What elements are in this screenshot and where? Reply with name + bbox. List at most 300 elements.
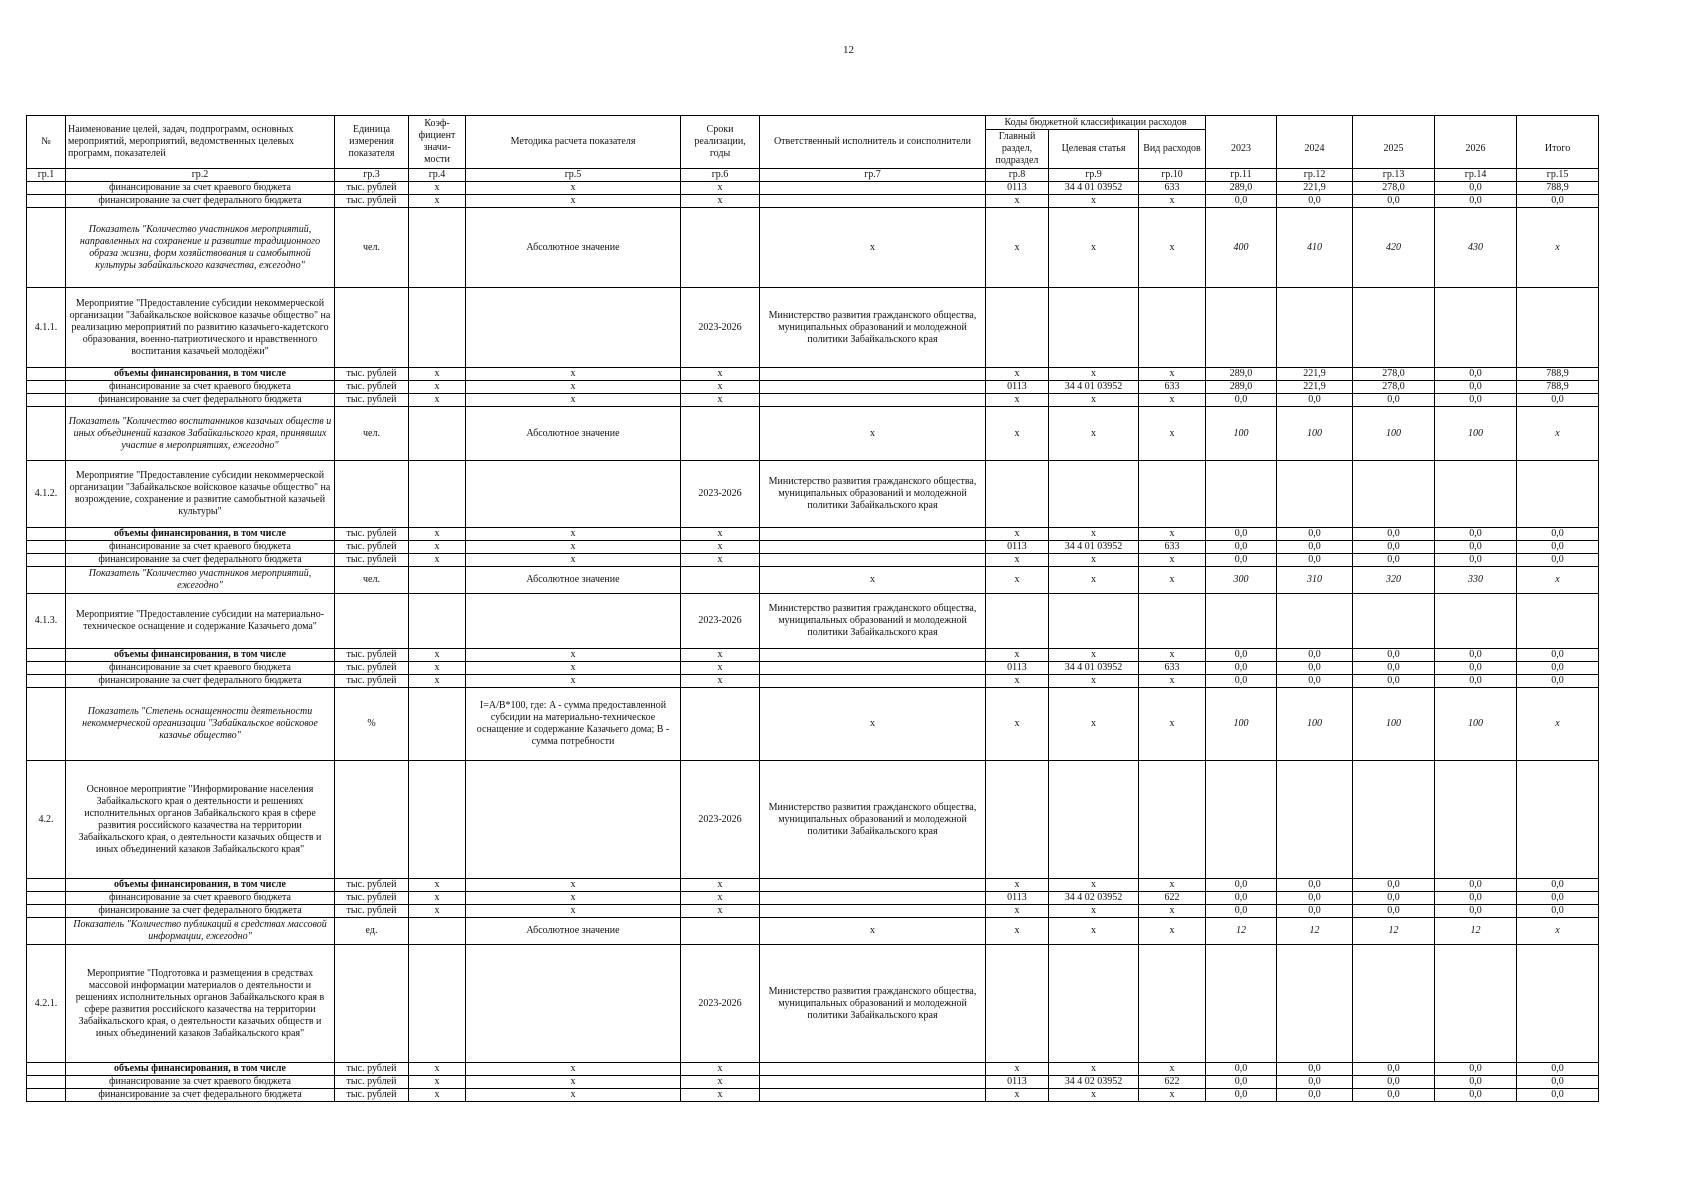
cell-gr1: 4.2. [27,761,66,879]
cell-gr15: х [1517,407,1599,461]
cell-gr9: х [1049,879,1139,892]
cell-gr2: финансирование за счет федерального бюджета [66,675,335,688]
cell-gr2: финансирование за счет федерального бюджета [66,394,335,407]
cell-gr2: Показатель "Количество участников мероприятий, ежегодно" [66,567,335,594]
cell-gr5: х [466,649,681,662]
cell-gr10: х [1139,208,1206,288]
cell-gr14: 0,0 [1435,541,1517,554]
financing-row [27,554,1599,567]
cell-gr8: 0113 [986,662,1049,675]
cell-gr15: 0,0 [1517,528,1599,541]
cell-gr5: х [466,368,681,381]
activity-row [27,461,1599,528]
column-number: гр.6 [681,169,760,182]
cell-gr2: Показатель "Количество воспитанников казачьих обществ и иных объединений казаков Забайкальского края, принявших участие в мероприятиях, ежегодно" [66,407,335,461]
cell-gr3: тыс. рублей [335,662,409,675]
cell-gr12: 0,0 [1277,528,1353,541]
cell-gr15 [1517,761,1599,879]
cell-gr1 [27,541,66,554]
cell-gr14: 100 [1435,407,1517,461]
page-number: 12 [843,44,854,56]
cell-gr14: 0,0 [1435,381,1517,394]
cell-gr14 [1435,594,1517,649]
cell-gr14: 0,0 [1435,662,1517,675]
cell-gr13 [1353,594,1435,649]
cell-gr4: х [409,879,466,892]
cell-gr11: 289,0 [1206,368,1277,381]
cell-gr13: 278,0 [1353,381,1435,394]
cell-gr2: Показатель "Степень оснащенности деятельности некоммерческой организации "Забайкальское войсковое казачье общество" [66,688,335,761]
cell-gr12: 0,0 [1277,662,1353,675]
cell-gr5: х [466,554,681,567]
cell-gr7 [760,195,986,208]
cell-gr9: х [1049,368,1139,381]
cell-gr10 [1139,288,1206,368]
program-table [26,115,1599,1102]
cell-gr2: объемы финансирования, в том числе [66,879,335,892]
cell-gr2: объемы финансирования, в том числе [66,649,335,662]
cell-gr11: 0,0 [1206,1063,1277,1076]
cell-gr13: 0,0 [1353,541,1435,554]
cell-gr3: тыс. рублей [335,649,409,662]
header-method: Методика расчета показателя [466,116,681,169]
cell-gr7 [760,394,986,407]
column-number: гр.1 [27,169,66,182]
column-number: гр.2 [66,169,335,182]
cell-gr8: х [986,905,1049,918]
cell-gr14: 0,0 [1435,675,1517,688]
cell-gr9: х [1049,567,1139,594]
cell-gr3: чел. [335,407,409,461]
header-budget-codes: Коды бюджетной классификации расходов [986,116,1206,130]
cell-gr3: тыс. рублей [335,381,409,394]
financing-total-row [27,528,1599,541]
cell-gr8 [986,761,1049,879]
cell-gr4 [409,918,466,945]
cell-gr3: тыс. рублей [335,368,409,381]
cell-gr4: х [409,905,466,918]
cell-gr10: х [1139,407,1206,461]
cell-gr11: 0,0 [1206,879,1277,892]
cell-gr7: Министерство развития гражданского общества, муниципальных образований и молодежной политики Забайкальского края [760,761,986,879]
header-unit: Единица измерения показателя [335,116,409,169]
cell-gr6 [681,407,760,461]
cell-gr11: 0,0 [1206,394,1277,407]
cell-gr1 [27,368,66,381]
cell-gr9: х [1049,528,1139,541]
cell-gr9: х [1049,675,1139,688]
cell-gr4: х [409,381,466,394]
header-num: № [27,116,66,169]
table-body [27,182,1599,1102]
cell-gr12 [1277,594,1353,649]
cell-gr3: тыс. рублей [335,1089,409,1102]
cell-gr4 [409,688,466,761]
cell-gr13: 0,0 [1353,879,1435,892]
cell-gr11: 400 [1206,208,1277,288]
cell-gr1 [27,879,66,892]
cell-gr14 [1435,761,1517,879]
cell-gr7: Министерство развития гражданского общества, муниципальных образований и молодежной политики Забайкальского края [760,945,986,1063]
cell-gr6: 2023-2026 [681,594,760,649]
cell-gr6: х [681,662,760,675]
cell-gr3: чел. [335,567,409,594]
cell-gr3 [335,594,409,649]
cell-gr5: х [466,879,681,892]
cell-gr13: 278,0 [1353,368,1435,381]
financing-total-row [27,368,1599,381]
cell-gr13: 0,0 [1353,1089,1435,1102]
cell-gr6: х [681,1076,760,1089]
cell-gr10: 633 [1139,541,1206,554]
cell-gr3: тыс. рублей [335,394,409,407]
cell-gr3: тыс. рублей [335,1063,409,1076]
cell-gr6: х [681,182,760,195]
cell-gr6: 2023-2026 [681,461,760,528]
cell-gr4 [409,208,466,288]
cell-gr11: 289,0 [1206,381,1277,394]
cell-gr7 [760,541,986,554]
cell-gr6 [681,918,760,945]
cell-gr13 [1353,761,1435,879]
activity-row [27,288,1599,368]
cell-gr5: х [466,1063,681,1076]
cell-gr12: 221,9 [1277,368,1353,381]
cell-gr9: х [1049,1063,1139,1076]
cell-gr6: х [681,1063,760,1076]
cell-gr14: 0,0 [1435,905,1517,918]
cell-gr7 [760,381,986,394]
cell-gr2: финансирование за счет краевого бюджета [66,381,335,394]
cell-gr4: х [409,1063,466,1076]
cell-gr4: х [409,195,466,208]
cell-gr1 [27,528,66,541]
cell-gr12: 221,9 [1277,182,1353,195]
cell-gr9: 34 4 02 03952 [1049,892,1139,905]
cell-gr7 [760,1089,986,1102]
cell-gr7 [760,905,986,918]
header-responsible: Ответственный исполнитель и соисполнители [760,116,986,169]
cell-gr7: х [760,407,986,461]
cell-gr2: Показатель "Количество публикаций в средствах массовой информации, ежегодно" [66,918,335,945]
cell-gr4 [409,567,466,594]
cell-gr2: Основное мероприятие "Информирование населения Забайкальского края о деятельности и решениях исполнительных органов Забайкальского края в сфере развития российского казачества на территории Забайкальского края, о деятельности казачьих обществ и иных объединений казаков Забайкальского края" [66,761,335,879]
cell-gr9: х [1049,1089,1139,1102]
cell-gr13 [1353,288,1435,368]
cell-gr9: х [1049,688,1139,761]
cell-gr2: финансирование за счет федерального бюджета [66,905,335,918]
cell-gr9: х [1049,554,1139,567]
cell-gr13: 0,0 [1353,195,1435,208]
cell-gr9: 34 4 01 03952 [1049,662,1139,675]
cell-gr7: Министерство развития гражданского общества, муниципальных образований и молодежной политики Забайкальского края [760,288,986,368]
cell-gr8: 0113 [986,892,1049,905]
cell-gr15 [1517,461,1599,528]
cell-gr14: 0,0 [1435,394,1517,407]
cell-gr10: х [1139,554,1206,567]
cell-gr9: 34 4 01 03952 [1049,381,1139,394]
cell-gr5: х [466,1089,681,1102]
cell-gr9 [1049,945,1139,1063]
cell-gr9 [1049,761,1139,879]
cell-gr2: объемы финансирования, в том числе [66,528,335,541]
cell-gr12: 310 [1277,567,1353,594]
cell-gr11 [1206,461,1277,528]
cell-gr14 [1435,945,1517,1063]
cell-gr13: 100 [1353,688,1435,761]
cell-gr11: 0,0 [1206,675,1277,688]
cell-gr10: х [1139,1089,1206,1102]
cell-gr4: х [409,182,466,195]
cell-gr11: 0,0 [1206,649,1277,662]
cell-gr14: 0,0 [1435,528,1517,541]
cell-gr13 [1353,945,1435,1063]
cell-gr13: 0,0 [1353,1076,1435,1089]
cell-gr10: х [1139,567,1206,594]
cell-gr3: тыс. рублей [335,195,409,208]
cell-gr1: 4.1.1. [27,288,66,368]
cell-gr3: тыс. рублей [335,182,409,195]
cell-gr10: х [1139,1063,1206,1076]
cell-gr1 [27,567,66,594]
cell-gr14: 0,0 [1435,1089,1517,1102]
cell-gr6: х [681,541,760,554]
cell-gr4: х [409,662,466,675]
cell-gr12: 0,0 [1277,554,1353,567]
header-terms: Сроки реализации, годы [681,116,760,169]
cell-gr2: финансирование за счет краевого бюджета [66,892,335,905]
cell-gr1 [27,905,66,918]
cell-gr9 [1049,594,1139,649]
header-2026: 2026 [1435,130,1517,169]
cell-gr12: 0,0 [1277,541,1353,554]
cell-gr8 [986,461,1049,528]
cell-gr8: 0113 [986,1076,1049,1089]
cell-gr7 [760,554,986,567]
cell-gr8: 0113 [986,381,1049,394]
cell-gr1 [27,1076,66,1089]
cell-gr15: 0,0 [1517,649,1599,662]
cell-gr10: х [1139,918,1206,945]
cell-gr15: 0,0 [1517,905,1599,918]
financing-row [27,1089,1599,1102]
cell-gr6: х [681,368,760,381]
cell-gr1 [27,662,66,675]
cell-gr13: 0,0 [1353,554,1435,567]
cell-gr8: х [986,918,1049,945]
cell-gr8 [986,594,1049,649]
column-numbers-row [27,169,1599,182]
cell-gr12: 0,0 [1277,879,1353,892]
cell-gr8: х [986,675,1049,688]
cell-gr6: х [681,554,760,567]
cell-gr8: х [986,688,1049,761]
cell-gr8: х [986,368,1049,381]
cell-gr15: 788,9 [1517,381,1599,394]
header-2024: 2024 [1277,130,1353,169]
cell-gr10 [1139,594,1206,649]
cell-gr1 [27,918,66,945]
cell-gr10 [1139,945,1206,1063]
cell-gr4 [409,288,466,368]
cell-gr15: 0,0 [1517,1089,1599,1102]
cell-gr15: 788,9 [1517,182,1599,195]
cell-gr11: 12 [1206,918,1277,945]
cell-gr14: 0,0 [1435,879,1517,892]
cell-gr11: 0,0 [1206,554,1277,567]
cell-gr10: х [1139,528,1206,541]
cell-gr14: 0,0 [1435,554,1517,567]
cell-gr10: х [1139,905,1206,918]
cell-gr1: 4.2.1. [27,945,66,1063]
column-number: гр.9 [1049,169,1139,182]
cell-gr2: финансирование за счет федерального бюджета [66,554,335,567]
cell-gr14: 0,0 [1435,182,1517,195]
cell-gr2: Мероприятие "Предоставление субсидии некоммерческой организации "Забайкальское войсковое казачье общество" на реализацию мероприятий по развитию казачьего-кадетского образования, военно-патриотического и нравственного воспитания казачьей молодёжи" [66,288,335,368]
cell-gr2: Мероприятие "Предоставление субсидии на материально-техническое оснащение и содержание Казачьего дома" [66,594,335,649]
cell-gr8: х [986,1063,1049,1076]
cell-gr15: 0,0 [1517,879,1599,892]
cell-gr3: тыс. рублей [335,905,409,918]
cell-gr5: х [466,541,681,554]
cell-gr1 [27,688,66,761]
cell-gr12 [1277,945,1353,1063]
cell-gr15 [1517,945,1599,1063]
cell-gr1 [27,1089,66,1102]
indicator-row [27,918,1599,945]
cell-gr15: х [1517,688,1599,761]
column-number: гр.3 [335,169,409,182]
cell-gr12: 0,0 [1277,1089,1353,1102]
cell-gr8: х [986,407,1049,461]
cell-gr12: 0,0 [1277,675,1353,688]
cell-gr3: чел. [335,208,409,288]
cell-gr6: х [681,892,760,905]
cell-gr9: 34 4 02 03952 [1049,1076,1139,1089]
financing-row [27,541,1599,554]
cell-gr11 [1206,594,1277,649]
cell-gr6: х [681,879,760,892]
cell-gr12 [1277,461,1353,528]
financing-total-row [27,879,1599,892]
cell-gr4 [409,945,466,1063]
cell-gr8: 0113 [986,182,1049,195]
cell-gr4: х [409,1076,466,1089]
cell-gr1 [27,892,66,905]
header-total: Итого [1517,130,1599,169]
cell-gr10: х [1139,649,1206,662]
cell-gr1 [27,675,66,688]
cell-gr7: Министерство развития гражданского общества, муниципальных образований и молодежной политики Забайкальского края [760,594,986,649]
cell-gr6: 2023-2026 [681,761,760,879]
cell-gr4 [409,461,466,528]
cell-gr12: 0,0 [1277,1063,1353,1076]
cell-gr8: х [986,195,1049,208]
cell-gr2: финансирование за счет краевого бюджета [66,1076,335,1089]
cell-gr4: х [409,394,466,407]
cell-gr5 [466,288,681,368]
cell-gr6: х [681,675,760,688]
cell-gr7 [760,649,986,662]
cell-gr7 [760,1076,986,1089]
cell-gr13: 0,0 [1353,905,1435,918]
cell-gr3: тыс. рублей [335,675,409,688]
cell-gr10 [1139,461,1206,528]
cell-gr2: объемы финансирования, в том числе [66,1063,335,1076]
cell-gr7: Министерство развития гражданского общества, муниципальных образований и молодежной политики Забайкальского края [760,461,986,528]
cell-gr1 [27,182,66,195]
cell-gr15: х [1517,567,1599,594]
cell-gr12: 0,0 [1277,394,1353,407]
cell-gr2: финансирование за счет краевого бюджета [66,662,335,675]
cell-gr10: х [1139,195,1206,208]
cell-gr11: 0,0 [1206,541,1277,554]
cell-gr14: 430 [1435,208,1517,288]
cell-gr12: 100 [1277,407,1353,461]
header-name: Наименование целей, задач, подпрограмм, основных мероприятий, мероприятий, ведомственных целевых программ, показателей [66,116,335,169]
cell-gr1 [27,195,66,208]
cell-gr14: 0,0 [1435,892,1517,905]
cell-gr13: 12 [1353,918,1435,945]
cell-gr4 [409,407,466,461]
cell-gr3 [335,945,409,1063]
column-number: гр.7 [760,169,986,182]
cell-gr7: х [760,688,986,761]
cell-gr11: 0,0 [1206,905,1277,918]
cell-gr5: I=A/B*100, где: A - сумма предоставленной субсидии на материально-техническое оснащение и содержание Казачьего дома; В - сумма потребности [466,688,681,761]
header-expense-type: Вид расходов [1139,130,1206,169]
cell-gr3 [335,461,409,528]
cell-gr5: х [466,182,681,195]
cell-gr3: тыс. рублей [335,541,409,554]
cell-gr13: 0,0 [1353,662,1435,675]
cell-gr7: х [760,918,986,945]
cell-gr5: х [466,662,681,675]
cell-gr4: х [409,675,466,688]
cell-gr4: х [409,541,466,554]
financing-row [27,675,1599,688]
cell-gr15: 0,0 [1517,1076,1599,1089]
cell-gr7 [760,1063,986,1076]
header-section: Главный раздел, подраздел [986,130,1049,169]
cell-gr5: Абсолютное значение [466,407,681,461]
cell-gr11 [1206,945,1277,1063]
cell-gr1 [27,394,66,407]
cell-gr15: 0,0 [1517,892,1599,905]
column-number: гр.5 [466,169,681,182]
cell-gr8: х [986,208,1049,288]
financing-row [27,182,1599,195]
cell-gr10: 633 [1139,662,1206,675]
cell-gr11 [1206,761,1277,879]
cell-gr9: х [1049,649,1139,662]
cell-gr12 [1277,288,1353,368]
cell-gr1 [27,208,66,288]
cell-gr14 [1435,461,1517,528]
cell-gr11: 0,0 [1206,195,1277,208]
cell-gr6: 2023-2026 [681,288,760,368]
cell-gr13: 0,0 [1353,649,1435,662]
cell-gr8: х [986,528,1049,541]
cell-gr12: 0,0 [1277,649,1353,662]
cell-gr6 [681,688,760,761]
indicator-row [27,407,1599,461]
cell-gr1: 4.1.2. [27,461,66,528]
cell-gr8: 0113 [986,541,1049,554]
cell-gr15: 0,0 [1517,554,1599,567]
cell-gr6: х [681,528,760,541]
table-header [27,116,1599,182]
